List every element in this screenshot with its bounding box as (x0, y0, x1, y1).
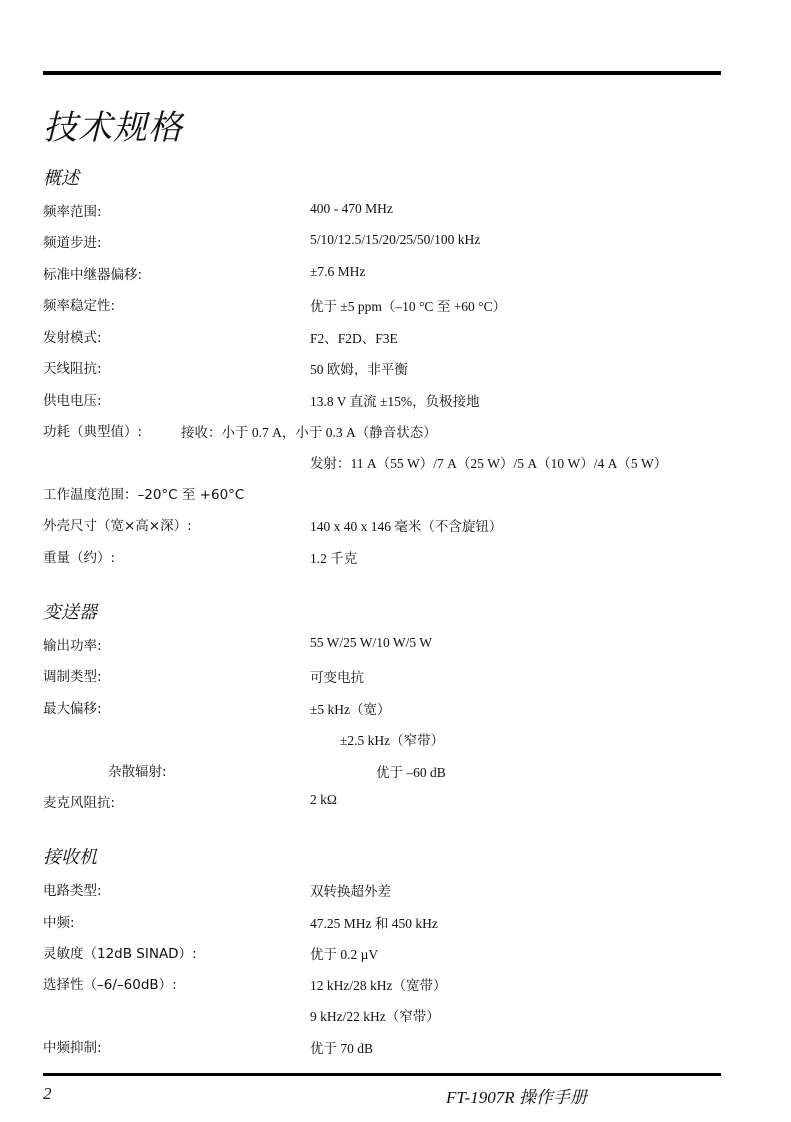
mic-impedance-label: 麦克风阻抗: (43, 795, 116, 811)
repeater-offset-value: ±7.6 MHz (310, 264, 366, 279)
sensitivity-value: 优于 0.2 µV (310, 947, 379, 962)
circuit-label: 电路类型: (43, 883, 102, 899)
section-heading-receiver: 接收机 (43, 847, 97, 868)
selectivity-narrow: 9 kHz/22 kHz（窄带） (310, 1009, 440, 1024)
supply-label: 供电电压: (43, 393, 102, 409)
temp-range-text: 工作温度范围：–20°C 至 +60°C (43, 487, 245, 503)
top-rule (43, 71, 721, 75)
bottom-rule (43, 1073, 721, 1076)
freq-step-value: 5/10/12.5/15/20/25/50/100 kHz (310, 232, 481, 247)
section-heading-transmitter: 变送器 (43, 602, 97, 623)
freq-stability-value: 优于 ±5 ppm（–10 °C 至 +60 °C） (310, 299, 507, 314)
dimensions-label: 外壳尺寸（宽×高×深）: (43, 518, 192, 534)
output-power-value: 55 W/25 W/10 W/5 W (310, 635, 432, 650)
emission-label: 发射模式: (43, 330, 102, 346)
spurious-value: 优于 –60 dB (376, 765, 446, 780)
if-label: 中频: (43, 915, 75, 931)
freq-range-label: 频率范围: (43, 204, 102, 220)
freq-range-value: 400 - 470 MHz (310, 201, 393, 216)
circuit-value: 双转换超外差 (310, 884, 391, 899)
power-consumption-receive: 接收：小于 0.7 A，小于 0.3 A（静音状态） (181, 425, 437, 440)
modulation-value: 可变电抗 (310, 670, 364, 685)
sensitivity-label: 灵敏度（12dB SINAD）: (43, 946, 197, 962)
manual-title: FT-1907R 操作手册 (446, 1088, 587, 1107)
power-consumption-label: 功耗（典型值）: (43, 424, 143, 440)
antenna-label: 天线阻抗: (43, 361, 102, 377)
if-rejection-label: 中频抑制: (43, 1040, 102, 1056)
weight-value: 1.2 千克 (310, 551, 358, 566)
dimensions-value: 140 x 40 x 146 毫米（不含旋钮） (310, 519, 503, 534)
power-consumption-transmit: 发射：11 A（55 W）/7 A（25 W）/5 A（10 W）/4 A（5 W） (310, 456, 668, 471)
antenna-value: 50 欧姆，非平衡 (310, 362, 408, 377)
supply-value: 13.8 V 直流 ±15%，负极接地 (310, 394, 480, 409)
page-number: 2 (43, 1084, 52, 1103)
emission-value: F2、F2D、F3E (310, 331, 398, 346)
mic-impedance-value: 2 kΩ (310, 792, 337, 807)
max-deviation-narrow: ±2.5 kHz（窄带） (340, 733, 445, 748)
max-deviation-label: 最大偏移: (43, 701, 102, 717)
selectivity-label: 选择性（–6/–60dB）: (43, 977, 177, 993)
repeater-offset-label: 标准中继器偏移: (43, 267, 143, 283)
if-rejection-value: 优于 70 dB (310, 1041, 374, 1056)
freq-stability-label: 频率稳定性: (43, 298, 116, 314)
if-value: 47.25 MHz 和 450 kHz (310, 916, 438, 931)
modulation-label: 调制类型: (43, 669, 102, 685)
section-heading-general: 概述 (43, 168, 79, 189)
output-power-label: 输出功率: (43, 638, 102, 654)
selectivity-wide: 12 kHz/28 kHz（宽带） (310, 978, 447, 993)
spurious-label: 杂散辐射: (108, 764, 167, 780)
freq-step-label: 频道步进: (43, 235, 102, 251)
weight-label: 重量（约）: (43, 550, 116, 566)
page-title: 技术规格 (43, 108, 183, 148)
max-deviation-wide: ±5 kHz（宽） (310, 702, 391, 717)
